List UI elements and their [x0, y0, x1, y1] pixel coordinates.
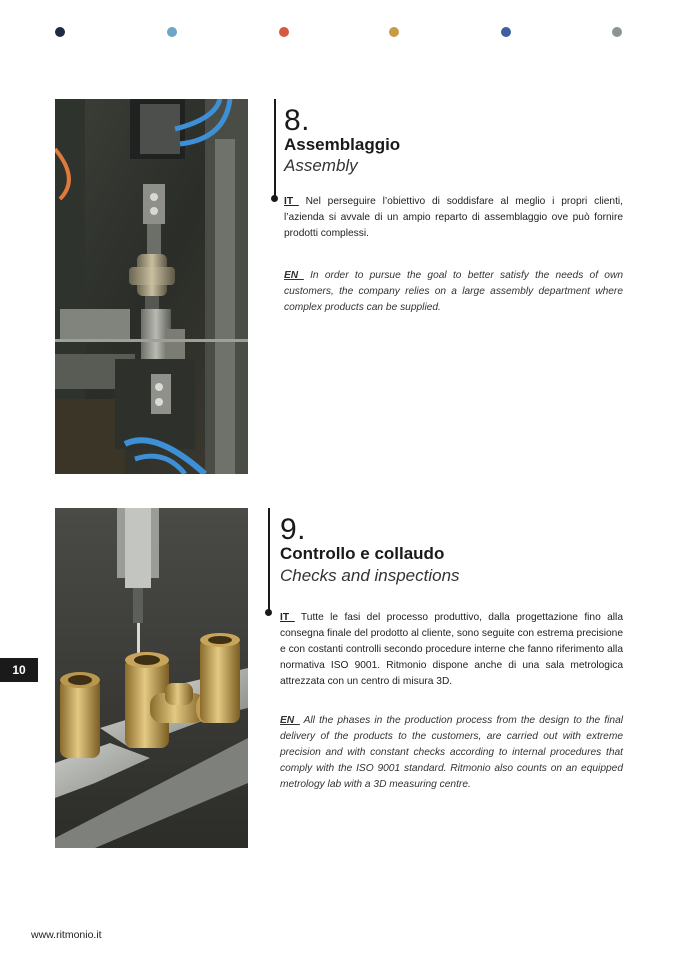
section-8-text-it — [284, 194, 623, 242]
section-9-rule — [268, 508, 270, 613]
section-9-it-tag: IT_ — [280, 612, 295, 623]
nav-dot-5[interactable] — [501, 27, 511, 37]
section-8-rule — [274, 99, 276, 199]
section-9-title-it: Controllo e collaudo — [280, 544, 445, 563]
section-8-it-body: Nel perseguire l’obiettivo di soddisfare al meglio i propri clienti, l’azienda si avvale di un ampio reparto di assemblaggio ove può fornire prodotti complessi. — [284, 196, 623, 239]
section-8-title-en: Assembly — [284, 156, 358, 175]
nav-dot-4[interactable] — [389, 27, 399, 37]
section-8-it-tag: IT_ — [284, 196, 299, 207]
section-8-text-en — [284, 268, 623, 316]
section-9-text-it — [280, 610, 623, 690]
section-8-number: 8. — [284, 104, 311, 137]
section-8-title-it: Assemblaggio — [284, 135, 401, 154]
nav-dot-2[interactable] — [167, 27, 177, 37]
inspection-photo — [55, 508, 248, 848]
section-9-text-en — [280, 713, 623, 793]
page-number: 10 — [0, 658, 38, 682]
section-8-en-tag: EN_ — [284, 270, 304, 281]
nav-dot-6[interactable] — [612, 27, 622, 37]
section-9-title-en: Checks and inspections — [280, 566, 460, 585]
assembly-photo — [55, 99, 248, 474]
section-9-en-tag: EN_ — [280, 715, 300, 726]
section-8-bullet — [271, 195, 278, 202]
section-8-en-body: In order to pursue the goal to better satisfy the needs of own customers, the company relies on a large assembly department where complex products can be supplied. — [284, 270, 623, 313]
section-9-it-body: Tutte le fasi del processo produttivo, dalla progettazione fino alla consegna finale del prodotto al cliente, sono seguite con estrema precisione e con costanti controlli secondo procedure interne che fanno riferimento alla normativa ISO 9001. Ritmonio dispone anche di una sala metrologica attrezzata con un centro di misura 3D. — [280, 612, 623, 687]
section-9-bullet — [265, 609, 272, 616]
section-9-en-body: All the phases in the production process from the design to the final delivery of the products to the customers, are carried out with extreme precision and with constant checks according to internal procedures that comply with the ISO 9001 standard. Ritmonio also counts on an equipped metrology lab with a 3D measuring centre. — [280, 715, 623, 790]
section-9-number: 9. — [280, 513, 307, 546]
nav-dot-1[interactable] — [55, 27, 65, 37]
footer-website-link[interactable]: www.ritmonio.it — [31, 929, 102, 941]
nav-dot-3[interactable] — [279, 27, 289, 37]
